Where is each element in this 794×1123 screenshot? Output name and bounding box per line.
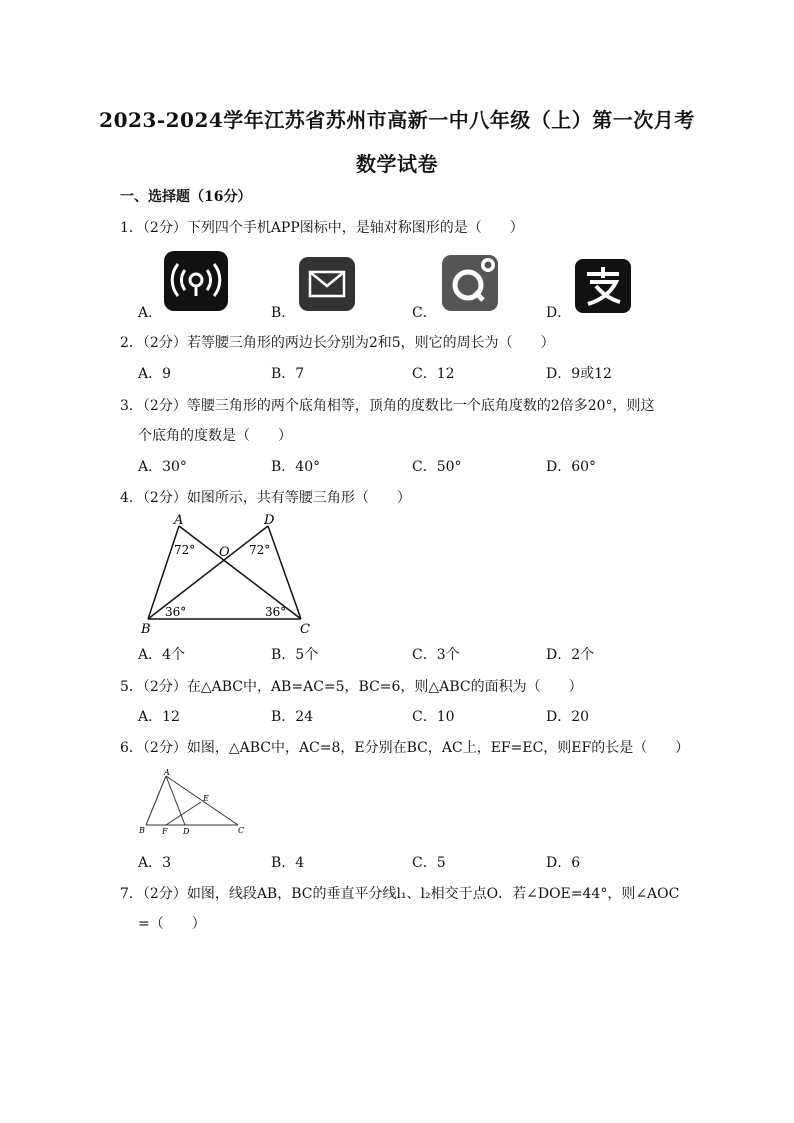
q6-figure xyxy=(138,768,248,838)
q4-option-a: A．4个 xyxy=(138,647,186,663)
wifi-key-icon xyxy=(163,250,229,312)
question-2-stem: 2．（2分）若等腰三角形的两边长分别为2和5，则它的周长为（ ） xyxy=(120,335,555,351)
q4-option-b: B．5个 xyxy=(271,647,319,663)
q6-option-c: C．5 xyxy=(412,855,446,871)
angle-c-label: 36° xyxy=(265,605,287,619)
segment-ad xyxy=(166,776,185,825)
q6-option-a: A．3 xyxy=(138,855,172,871)
q5-option-a: A．12 xyxy=(138,709,180,725)
question-3-stem-line2: 个底角的度数是（ ） xyxy=(138,428,292,444)
q-search-icon xyxy=(441,254,499,312)
angle-d-label: 72° xyxy=(249,543,271,557)
question-1-stem: 1．（2分）下列四个手机APP图标中，是轴对称图形的是（ ） xyxy=(120,220,524,236)
q1-option-d: D． xyxy=(546,305,572,321)
q3-option-a: A．30° xyxy=(138,459,187,475)
segment-ab xyxy=(146,776,166,825)
label-f: F xyxy=(162,827,168,836)
q4-figure xyxy=(138,512,318,636)
mail-icon xyxy=(298,256,356,312)
question-7-stem-line2: =（ ） xyxy=(138,916,206,932)
q1-option-c: C． xyxy=(412,305,437,321)
q6-option-b: B．4 xyxy=(271,855,305,871)
question-5-stem: 5．（2分）在△ABC中，AB=AC=5，BC=6，则△ABC的面积为（ ） xyxy=(120,679,583,695)
page-subtitle: 数学试卷 xyxy=(356,152,438,176)
q3-option-b: B．40° xyxy=(271,459,321,475)
q4-option-c: C．3个 xyxy=(412,647,460,663)
label-a: A xyxy=(174,513,184,528)
q3-option-d: D．60° xyxy=(546,459,597,475)
label-a: A xyxy=(164,768,170,777)
q2-option-c: C．12 xyxy=(412,366,455,382)
label-d: D xyxy=(264,513,275,528)
q2-option-b: B．7 xyxy=(271,366,305,382)
angle-b-label: 36° xyxy=(165,605,187,619)
label-b: B xyxy=(141,622,151,636)
q1-option-a: A． xyxy=(138,305,163,321)
question-7-stem-line1: 7．（2分）如图，线段AB，BC的垂直平分线l₁、l₂相交于点O．若∠DOE=44°，则∠AOC xyxy=(120,886,680,902)
label-c: C xyxy=(238,826,245,835)
section-heading: 一、选择题（16分） xyxy=(120,189,252,205)
q5-option-c: C．10 xyxy=(412,709,455,725)
page-title: 2023-2024学年江苏省苏州市高新一中八年级（上）第一次月考 xyxy=(99,108,695,132)
q2-option-a: A．9 xyxy=(138,366,172,382)
question-4-stem: 4．（2分）如图所示，共有等腰三角形（ ） xyxy=(120,490,411,506)
q5-option-b: B．24 xyxy=(271,709,314,725)
label-b: B xyxy=(139,826,145,835)
alipay-icon xyxy=(574,258,632,314)
label-o: O xyxy=(219,545,230,560)
question-3-stem-line1: 3．（2分）等腰三角形的两个底角相等，顶角的度数比一个底角度数的2倍多20°，则这 xyxy=(120,398,655,414)
label-e: E xyxy=(203,794,209,803)
q2-option-d: D．9或12 xyxy=(546,366,612,382)
q5-option-d: D．20 xyxy=(546,709,590,725)
angle-a-label: 72° xyxy=(174,543,196,557)
question-6-stem: 6．（2分）如图，△ABC中，AC=8，E分别在BC，AC上，EF=EC，则EF的长是（ ） xyxy=(120,740,690,756)
q6-option-d: D．6 xyxy=(546,855,581,871)
q4-option-d: D．2个 xyxy=(546,647,595,663)
label-d: D xyxy=(183,827,190,836)
label-c: C xyxy=(300,622,310,636)
q1-option-b: B． xyxy=(271,305,296,321)
q3-option-c: C．50° xyxy=(412,459,462,475)
